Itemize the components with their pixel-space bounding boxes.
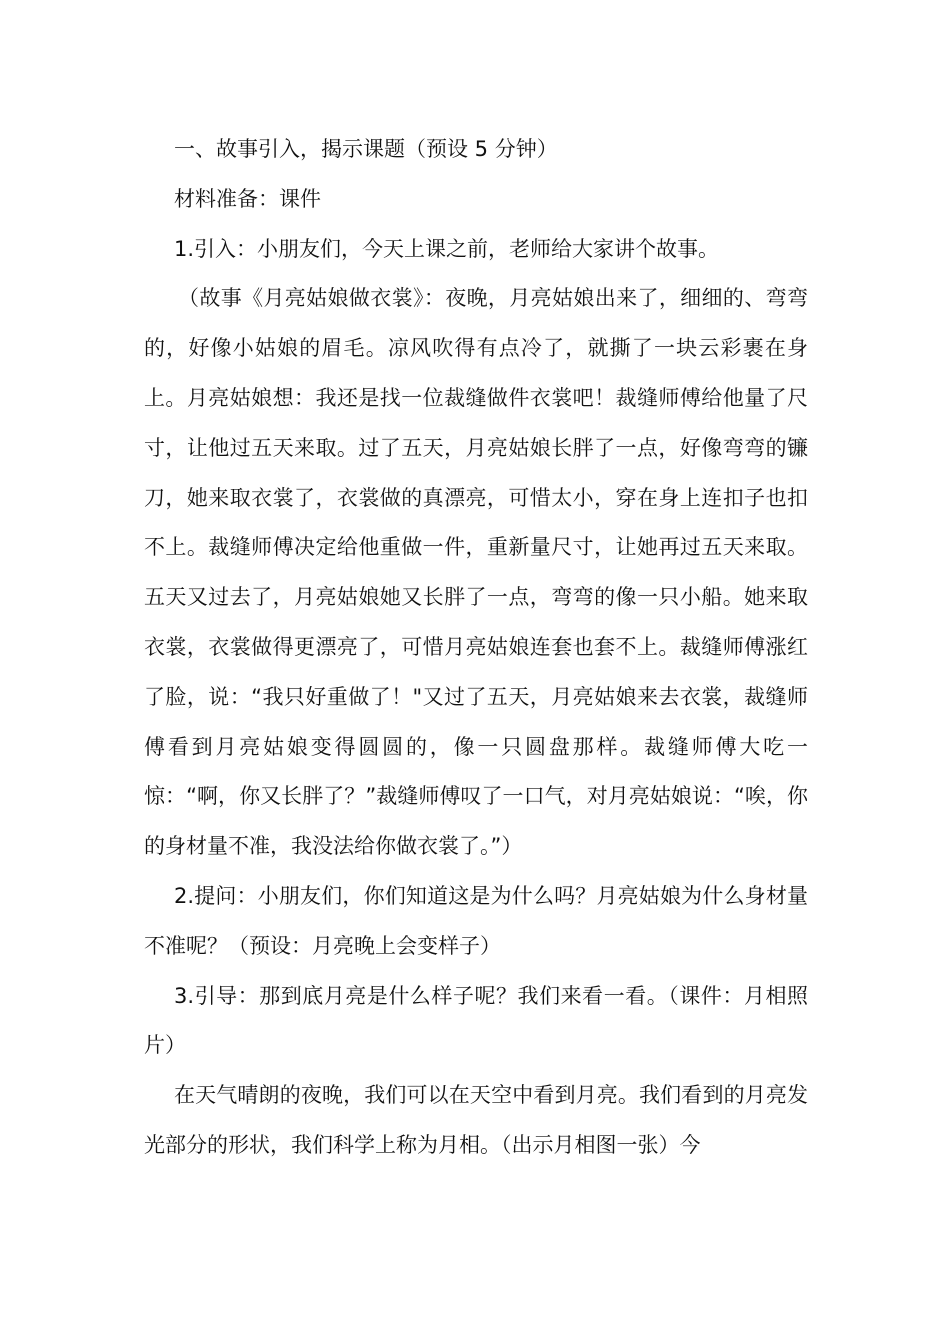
materials-line: 材料准备：课件 xyxy=(174,186,321,211)
section-heading: 一、故事引入，揭示课题（预设 5 分钟） xyxy=(174,137,558,161)
moon-phase-paragraph: 在天气晴朗的夜晚，我们可以在天空中看到月亮。我们看到的月亮发光部分的形状，我们科学上称为月相。（出示月相图一张）今 xyxy=(144,1083,808,1157)
document-body xyxy=(144,125,808,1171)
step-question: 2.提问：小朋友们，你们知道这是为什么吗？月亮姑娘为什么身材量不准呢？（预设：月亮晚上会变样子） xyxy=(144,883,808,958)
step-guide: 3.引导：那到底月亮是什么样子呢？我们来看一看。（课件：月相照片） xyxy=(144,983,808,1058)
step-intro: 1.引入：小朋友们，今天上课之前，老师给大家讲个故事。 xyxy=(174,236,720,261)
story-paragraph: （故事《月亮姑娘做衣裳》：夜晚，月亮姑娘出来了，细细的、弯弯的，好像小姑娘的眉毛。凉风吹得有点冷了，就撕了一块云彩裹在身上。月亮姑娘想：我还是找一位裁缝做件衣裳吧！裁缝师傅给他量了尺寸，让他过五天来取。过了五天，月亮姑娘长胖了一点，好像弯弯的镰刀，她来取衣裳了，衣裳做的真漂亮，可惜太小，穿在身上连扣子也扣不上。裁缝师傅决定给他重做一件，重新量尺寸，让她再过五天来取。五天又过去了，月亮姑娘她又长胖了一点，弯弯的像一只小船。她来取衣裳，衣裳做得更漂亮了，可惜月亮姑娘连套也套不上。裁缝师傅涨红了脸，说：“我只好重做了！"又过了五天，月亮姑娘来去衣裳，裁缝师傅看到月亮姑娘变得圆圆的，像一只圆盘那样。裁缝师傅大吃一惊：“啊，你又长胖了？”裁缝师傅叹了一口气，对月亮姑娘说：“唉，你的身材量不准，我没法给你做衣裳了。”） xyxy=(144,286,808,859)
